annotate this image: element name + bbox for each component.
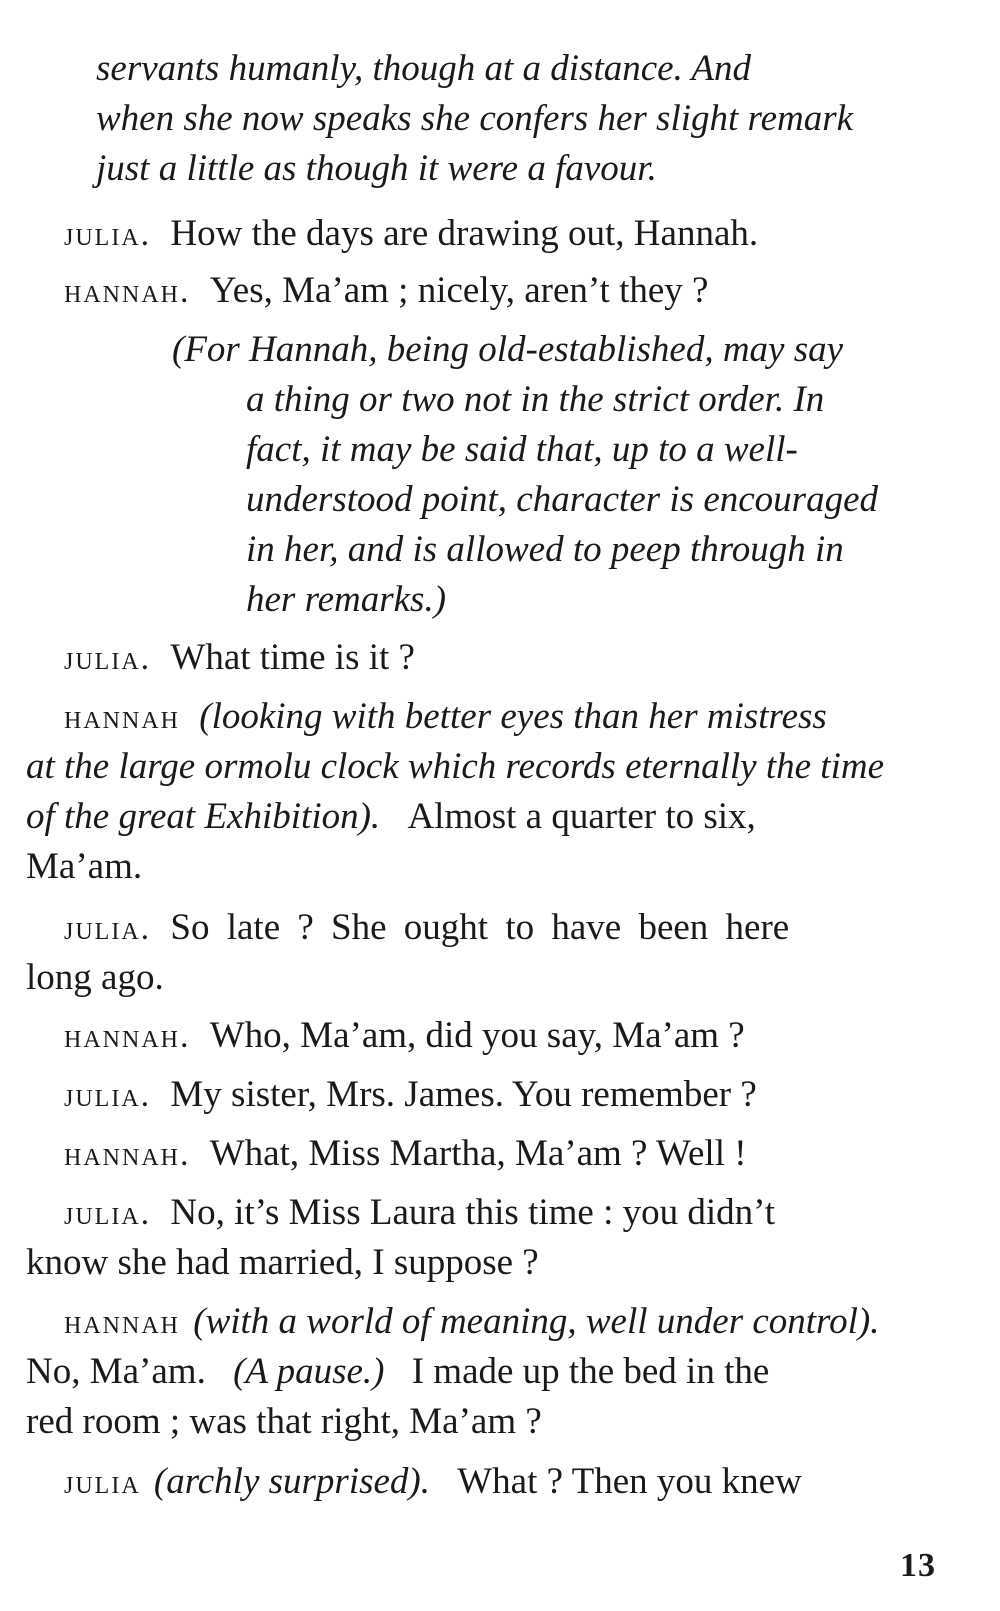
speech-text: Yes, Ma’am ; nicely, aren’t they ? — [209, 270, 709, 311]
speech-line — [64, 1070, 757, 1121]
speaker-name: hannah. — [64, 1136, 191, 1173]
speaker-name: julia. — [64, 216, 152, 253]
stage-direction-line-4: understood point, character is encouraged — [246, 479, 878, 520]
speaker-name: julia. — [64, 640, 152, 677]
speech-text: red room ; was that right, Ma’am ? — [26, 1401, 542, 1442]
speech-line — [64, 903, 789, 954]
speech-line — [64, 266, 708, 317]
speech-text: What time is it ? — [170, 637, 415, 678]
speaker-name: julia — [64, 1464, 141, 1501]
speech-text: How the days are drawing out, Hannah. — [170, 213, 759, 254]
intro-direction-line-2: when she now speaks she confers her slight remark — [96, 98, 854, 139]
speaker-name: hannah. — [64, 273, 191, 310]
speech-text: Who, Ma’am, did you say, Ma’am ? — [209, 1015, 745, 1056]
speech-line — [26, 1347, 769, 1397]
speech-text: What ? Then you knew — [457, 1461, 802, 1502]
stage-direction-line-5: in her, and is allowed to peep through in — [246, 529, 844, 570]
speech-text: No, Ma’am. — [26, 1351, 206, 1392]
speaker-name: julia. — [64, 910, 152, 947]
stage-direction-line-1: (For Hannah, being old-established, may say — [172, 329, 844, 370]
stage-direction-inline: of the great Exhibition). — [26, 796, 381, 837]
speech-line — [64, 1297, 879, 1348]
page-number: 13 — [900, 1547, 936, 1584]
speech-line — [64, 1457, 802, 1508]
speech-text: No, it’s Miss Laura this time : you didn’t — [170, 1192, 776, 1233]
speech-line — [64, 1011, 745, 1062]
stage-direction-inline: at the large ormolu clock which records eternally the time — [26, 746, 884, 787]
speech-line — [64, 633, 415, 684]
stage-direction-inline: (with a world of meaning, well under control). — [193, 1301, 880, 1342]
speaker-name: julia. — [64, 1195, 152, 1232]
speech-text: I made up the bed in the — [411, 1351, 770, 1392]
stage-direction-inline: (archly surprised). — [153, 1461, 430, 1502]
speech-line — [64, 1188, 775, 1239]
stage-direction-inline: (looking with better eyes than her mistress — [199, 696, 827, 737]
speaker-name: julia. — [64, 1077, 152, 1114]
speech-line — [64, 209, 758, 260]
intro-direction-line-1: servants humanly, though at a distance. And — [96, 48, 751, 89]
speaker-name: hannah — [64, 1304, 180, 1341]
speech-line — [64, 692, 827, 743]
stage-direction-line-6: her remarks.) — [246, 579, 447, 620]
stage-direction-inline: (A pause.) — [233, 1351, 385, 1392]
speaker-name: hannah — [64, 699, 180, 736]
speech-text: My sister, Mrs. James. You remember ? — [170, 1074, 757, 1115]
intro-direction-line-3: just a little as though it were a favour. — [96, 148, 657, 189]
speech-text: So late ? She ought to have been here — [170, 907, 790, 948]
speech-text: Ma’am. — [26, 846, 143, 887]
speech-text: long ago. — [26, 957, 164, 998]
speech-line — [26, 792, 756, 842]
speaker-name: hannah. — [64, 1018, 191, 1055]
speech-text: What, Miss Martha, Ma’am ? Well ! — [209, 1133, 747, 1174]
speech-line — [64, 1129, 747, 1180]
stage-direction-line-3: fact, it may be said that, up to a well- — [246, 429, 798, 470]
speech-text: Almost a quarter to six, — [407, 796, 756, 837]
stage-direction-line-2: a thing or two not in the strict order. In — [246, 379, 825, 420]
speech-text: know she had married, I suppose ? — [26, 1242, 539, 1283]
